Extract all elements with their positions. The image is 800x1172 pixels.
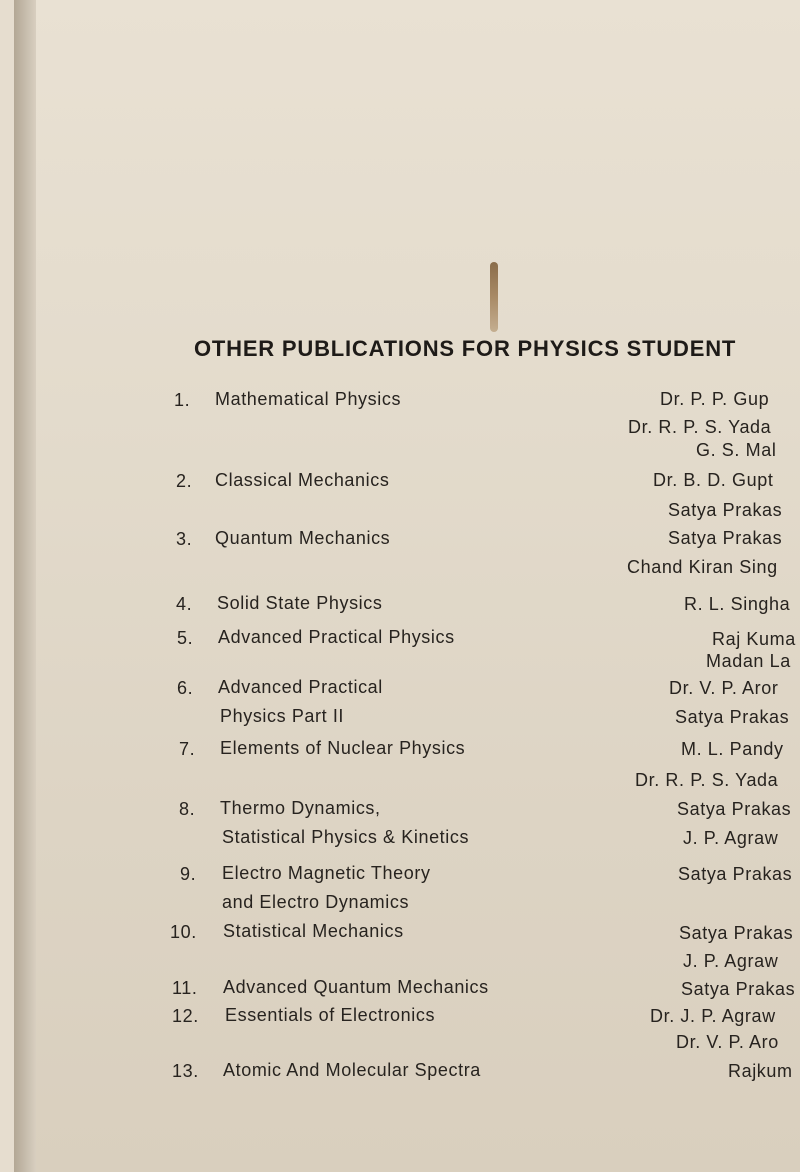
entry-author: J. P. Agraw: [683, 951, 779, 971]
entry-number: 13.: [172, 1061, 199, 1081]
entry-title: Solid State Physics: [217, 593, 383, 613]
paper-stain: [490, 262, 498, 332]
entry-number: 3.: [176, 529, 193, 549]
entry-author: Rajkum: [728, 1061, 793, 1081]
entry-number: 4.: [176, 594, 193, 614]
page-spine-edge: [14, 0, 36, 1172]
entry-title: Electro Magnetic Theory: [222, 863, 431, 883]
entry-number: 12.: [172, 1006, 199, 1026]
entry-title-continued: and Electro Dynamics: [222, 892, 410, 912]
entry-title: Quantum Mechanics: [215, 528, 391, 548]
entry-title-continued: Physics Part II: [220, 706, 345, 726]
entry-title: Atomic And Molecular Spectra: [223, 1060, 481, 1080]
entry-author: G. S. Mal: [696, 440, 777, 460]
entry-title: Thermo Dynamics,: [220, 798, 381, 818]
entry-number: 6.: [177, 678, 194, 698]
entry-number: 11.: [172, 978, 198, 998]
entry-number: 10.: [170, 922, 197, 942]
entry-title: Elements of Nuclear Physics: [220, 738, 466, 758]
entry-number: 7.: [179, 739, 196, 759]
entry-author: Chand Kiran Sing: [627, 557, 778, 577]
entry-author: Satya Prakas: [668, 500, 783, 520]
entry-author: Satya Prakas: [668, 528, 783, 548]
entry-author: Satya Prakas: [678, 864, 793, 884]
entry-author: Dr. R. P. S. Yada: [628, 417, 772, 437]
entry-author: Dr. P. P. Gup: [660, 389, 770, 409]
entry-author: Dr. V. P. Aro: [676, 1032, 779, 1052]
entry-author: R. L. Singha: [684, 594, 791, 614]
entry-author: Dr. V. P. Aror: [669, 678, 779, 698]
entry-number: 9.: [180, 864, 197, 884]
entry-author: Satya Prakas: [681, 979, 796, 999]
document-page: [14, 0, 800, 1172]
entry-title: Advanced Practical: [218, 677, 383, 697]
entry-author: Dr. B. D. Gupt: [653, 470, 774, 490]
entry-number: 2.: [176, 471, 193, 491]
entry-title: Advanced Practical Physics: [218, 627, 455, 647]
entry-author: Madan La: [706, 651, 791, 671]
entry-author: Satya Prakas: [677, 799, 792, 819]
entry-number: 8.: [179, 799, 196, 819]
entry-author: Raj Kuma: [712, 629, 796, 649]
entry-title: Advanced Quantum Mechanics: [223, 977, 489, 997]
entry-author: Dr. J. P. Agraw: [650, 1006, 776, 1026]
entry-number: 5.: [177, 628, 194, 648]
entry-author: M. L. Pandy: [681, 739, 784, 759]
entry-author: J. P. Agraw: [683, 828, 779, 848]
entry-title: Statistical Mechanics: [223, 921, 404, 941]
entry-title: Essentials of Electronics: [225, 1005, 436, 1025]
entry-author: Satya Prakas: [679, 923, 794, 943]
page-title: OTHER PUBLICATIONS FOR PHYSICS STUDENT: [194, 336, 737, 361]
entry-number: 1.: [174, 390, 191, 410]
entry-title-continued: Statistical Physics & Kinetics: [222, 827, 470, 847]
entry-author: Satya Prakas: [675, 707, 790, 727]
entry-author: Dr. R. P. S. Yada: [635, 770, 779, 790]
entry-title: Classical Mechanics: [215, 470, 390, 490]
entry-title: Mathematical Physics: [215, 389, 402, 409]
